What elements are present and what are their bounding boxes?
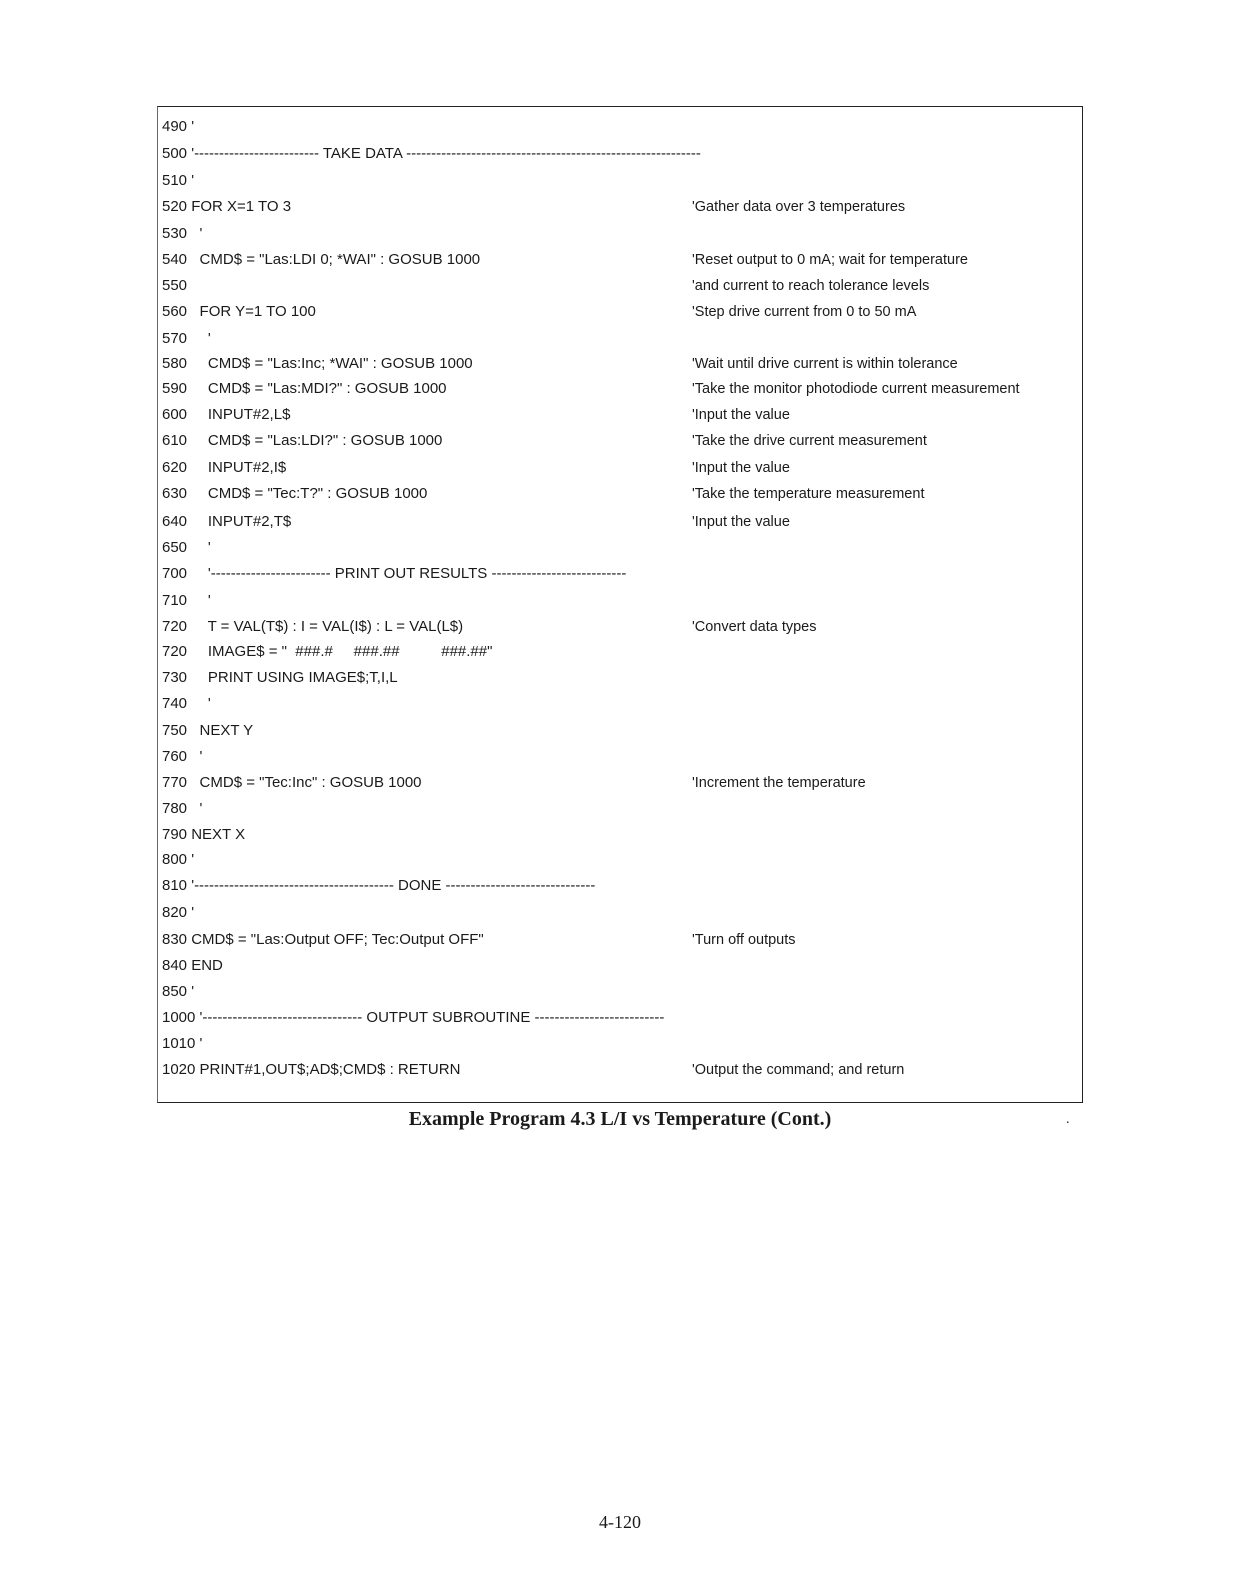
line-number: 700 <box>162 565 188 582</box>
line-comment: 'Turn off outputs <box>692 932 796 948</box>
line-number: 1000 <box>162 1009 196 1026</box>
line-code: '------------------------- TAKE DATA ----------------------------------------------------------- <box>187 145 701 162</box>
code-line <box>162 666 398 690</box>
line-number: 520 <box>162 198 188 215</box>
code-line <box>162 169 194 193</box>
line-code: INPUT#2,T$ <box>187 513 292 530</box>
line-code: CMD$ = "Las:LDI?" : GOSUB 1000 <box>187 432 443 449</box>
line-number: 760 <box>162 748 188 765</box>
line-code: ' <box>187 118 195 135</box>
code-line <box>162 248 480 272</box>
code-line <box>162 482 427 506</box>
line-code: NEXT X <box>187 826 246 843</box>
line-code: ' <box>187 904 195 921</box>
line-comment: 'Take the drive current measurement <box>692 433 927 449</box>
line-code: ' <box>195 1035 203 1052</box>
line-comment: 'Input the value <box>692 460 790 476</box>
line-code: FOR X=1 TO 3 <box>187 198 292 215</box>
line-number: 810 <box>162 877 188 894</box>
line-code: CMD$ = "Las:LDI 0; *WAI" : GOSUB 1000 <box>187 251 481 268</box>
code-line <box>162 928 484 952</box>
line-number: 770 <box>162 774 188 791</box>
code-line <box>162 719 253 743</box>
line-code: CMD$ = "Las:MDI?" : GOSUB 1000 <box>187 380 447 397</box>
line-number: 730 <box>162 669 188 686</box>
line-number: 850 <box>162 983 188 1000</box>
line-number: 570 <box>162 330 188 347</box>
line-code: ' <box>187 748 203 765</box>
line-code: '-------------------------------- OUTPUT SUBROUTINE -------------------------- <box>195 1009 665 1026</box>
line-comment: 'Input the value <box>692 514 790 530</box>
line-code: PRINT USING IMAGE$;T,I,L <box>187 669 398 686</box>
line-number: 610 <box>162 432 188 449</box>
line-comment: 'Convert data types <box>692 619 817 635</box>
line-comment: 'Gather data over 3 temperatures <box>692 199 906 215</box>
caption-mark: . <box>1066 1112 1070 1127</box>
code-line <box>162 954 223 978</box>
line-code: ' <box>187 800 203 817</box>
line-number: 590 <box>162 380 188 397</box>
line-code: END <box>187 957 223 974</box>
code-line <box>162 874 595 898</box>
line-number: 710 <box>162 592 188 609</box>
line-number: 490 <box>162 118 188 135</box>
line-comment: 'Increment the temperature <box>692 775 866 791</box>
code-line <box>162 377 447 401</box>
line-number: 650 <box>162 539 188 556</box>
code-line <box>162 589 211 613</box>
code-line <box>162 615 463 639</box>
line-code: T = VAL(T$) : I = VAL(I$) : L = VAL(L$) <box>187 618 464 635</box>
line-code: ' <box>187 695 211 712</box>
code-line <box>162 429 442 453</box>
line-number: 840 <box>162 957 188 974</box>
code-line <box>162 771 422 795</box>
line-number: 780 <box>162 800 188 817</box>
line-code: IMAGE$ = " ###.# ###.## ###.##" <box>187 643 493 660</box>
code-line <box>162 980 194 1004</box>
code-line <box>162 142 701 166</box>
code-line <box>162 1006 664 1030</box>
figure-caption: Example Program 4.3 L/I vs Temperature (Cont.) <box>408 1108 832 1130</box>
line-number: 720 <box>162 618 188 635</box>
code-line <box>162 510 291 534</box>
line-number: 500 <box>162 145 188 162</box>
line-comment: 'and current to reach tolerance levels <box>692 278 930 294</box>
line-code: INPUT#2,I$ <box>187 459 287 476</box>
line-number: 1020 <box>162 1061 196 1078</box>
line-code: ' <box>187 225 203 242</box>
line-code: NEXT Y <box>187 722 254 739</box>
line-code: ' <box>187 172 195 189</box>
code-line <box>162 848 194 872</box>
line-number: 640 <box>162 513 188 530</box>
code-line <box>162 403 290 427</box>
line-code: CMD$ = "Las:Inc; *WAI" : GOSUB 1000 <box>187 355 473 372</box>
code-line <box>162 640 492 664</box>
line-comment: 'Reset output to 0 mA; wait for temperature <box>692 252 968 268</box>
line-number: 600 <box>162 406 188 423</box>
line-number: 560 <box>162 303 188 320</box>
code-line <box>162 456 286 480</box>
code-line <box>162 745 202 769</box>
program-listing <box>157 106 1083 1103</box>
line-number: 740 <box>162 695 188 712</box>
code-line <box>162 1032 202 1056</box>
line-code: CMD$ = "Las:Output OFF; Tec:Output OFF" <box>187 931 484 948</box>
line-number: 820 <box>162 904 188 921</box>
line-number: 580 <box>162 355 188 372</box>
line-code: ' <box>187 592 211 609</box>
line-code: FOR Y=1 TO 100 <box>187 303 316 320</box>
line-number: 510 <box>162 172 188 189</box>
line-code: '---------------------------------------- DONE ------------------------------ <box>187 877 596 894</box>
code-line <box>162 1058 460 1082</box>
line-number: 530 <box>162 225 188 242</box>
line-number: 830 <box>162 931 188 948</box>
line-code: ' <box>187 330 211 347</box>
line-number: 750 <box>162 722 188 739</box>
code-line <box>162 901 194 925</box>
line-code: PRINT#1,OUT$;AD$;CMD$ : RETURN <box>195 1061 461 1078</box>
code-line <box>162 195 291 219</box>
line-code: CMD$ = "Tec:T?" : GOSUB 1000 <box>187 485 428 502</box>
line-code: ' <box>187 983 195 1000</box>
code-line <box>162 300 316 324</box>
line-code: INPUT#2,L$ <box>187 406 291 423</box>
line-number: 1010 <box>162 1035 196 1052</box>
line-number: 620 <box>162 459 188 476</box>
code-line <box>162 327 211 351</box>
line-number: 720 <box>162 643 188 660</box>
code-line <box>162 352 473 376</box>
code-line <box>162 536 211 560</box>
line-comment: 'Input the value <box>692 407 790 423</box>
page-number: 4-120 <box>599 1512 641 1532</box>
code-line <box>162 823 245 847</box>
line-comment: 'Take the monitor photodiode current measurement <box>692 381 1020 397</box>
line-comment: 'Step drive current from 0 to 50 mA <box>692 304 917 320</box>
line-code: ' <box>187 539 211 556</box>
code-line <box>162 274 187 298</box>
line-number: 630 <box>162 485 188 502</box>
line-comment: 'Take the temperature measurement <box>692 486 925 502</box>
code-line <box>162 222 202 246</box>
line-code: CMD$ = "Tec:Inc" : GOSUB 1000 <box>187 774 422 791</box>
line-number: 800 <box>162 851 188 868</box>
line-number: 540 <box>162 251 188 268</box>
line-number: 790 <box>162 826 188 843</box>
line-comment: 'Output the command; and return <box>692 1062 905 1078</box>
code-line <box>162 115 194 139</box>
code-line <box>162 562 626 586</box>
line-code: '------------------------ PRINT OUT RESULTS --------------------------- <box>187 565 627 582</box>
line-code: ' <box>187 851 195 868</box>
line-comment: 'Wait until drive current is within tolerance <box>692 356 958 372</box>
line-number: 550 <box>162 277 188 294</box>
code-line <box>162 692 211 716</box>
code-line <box>162 797 202 821</box>
